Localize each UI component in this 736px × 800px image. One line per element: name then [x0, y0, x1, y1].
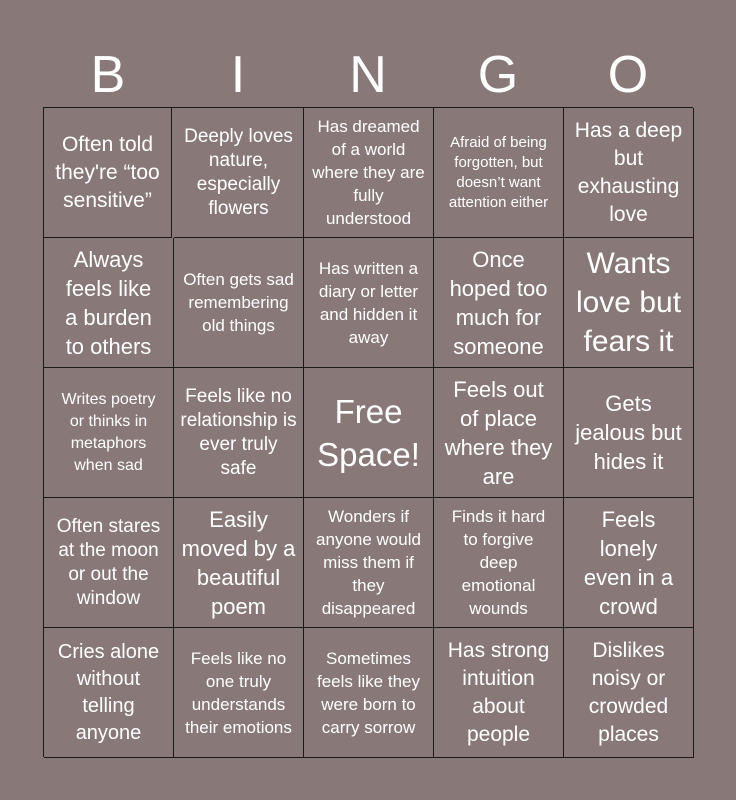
bingo-cell[interactable]	[434, 628, 564, 758]
bingo-cell[interactable]	[44, 498, 174, 628]
header-letter-g: G	[477, 46, 519, 104]
bingo-cell[interactable]	[564, 368, 694, 498]
bingo-cell[interactable]	[174, 498, 304, 628]
bingo-cell[interactable]	[434, 498, 564, 628]
bingo-cell-label: Has strong intuition about people	[447, 638, 550, 746]
bingo-cell-label: Feels lonely even in a crowd	[583, 506, 674, 619]
bingo-cell-label: Feels like no one truly understands their emotions	[185, 648, 292, 737]
bingo-cell-label: Has dreamed of a world where they are fully understood	[312, 117, 425, 228]
bingo-cell-label: Dislikes noisy or crowded places	[588, 638, 669, 746]
bingo-card	[43, 107, 693, 757]
bingo-cell-label: Cries alone without telling anyone	[57, 640, 160, 744]
bingo-cell-label: Often stares at the moon or out the window	[56, 515, 161, 609]
bingo-cell-label: Has written a diary or letter and hidden it away	[318, 258, 419, 347]
header-letter-o: O	[607, 46, 649, 104]
bingo-cell-label: Wants love but fears it	[575, 247, 682, 358]
bingo-cell-label: Free Space!	[317, 392, 420, 473]
bingo-cell-label: Feels like no relationship is ever truly safe	[180, 385, 297, 479]
bingo-cell-label: Gets jealous but hides it	[575, 391, 682, 474]
bingo-cell[interactable]	[304, 108, 434, 238]
bingo-cell[interactable]	[304, 238, 434, 368]
bingo-cell-label: Has a deep but exhausting love	[574, 118, 683, 226]
bingo-cell-label: Finds it hard to forgive deep emotional wounds	[451, 507, 546, 618]
bingo-cell-label: Sometimes feels like they were born to carry sorrow	[317, 648, 420, 737]
bingo-cell-label: Writes poetry or thinks in metaphors when sad	[61, 390, 156, 474]
bingo-cell-label: Easily moved by a beautiful poem	[181, 506, 296, 619]
bingo-cell[interactable]	[174, 238, 304, 368]
bingo-cell[interactable]	[44, 628, 174, 758]
bingo-cell[interactable]	[304, 498, 434, 628]
bingo-cell-label: Deeply loves nature, especially flowers	[184, 125, 293, 219]
bingo-cell-label: Wonders if anyone would miss them if they disappeared	[316, 507, 421, 618]
bingo-cell[interactable]	[44, 108, 172, 238]
bingo-cell[interactable]	[174, 108, 304, 238]
bingo-header	[43, 42, 693, 108]
bingo-cell[interactable]	[304, 628, 434, 758]
bingo-cell[interactable]	[174, 628, 304, 758]
bingo-cell[interactable]	[434, 368, 564, 498]
bingo-cell-label: Often told they're “too sensitive”	[55, 132, 160, 212]
bingo-cell-label: Always feels like a burden to others	[65, 246, 152, 359]
bingo-cell[interactable]	[564, 108, 694, 238]
bingo-cell-label: Often gets sad remembering old things	[183, 270, 294, 335]
bingo-cell-label: Feels out of place where they are	[444, 376, 553, 489]
bingo-cell[interactable]	[564, 628, 694, 758]
bingo-cell[interactable]	[564, 238, 694, 368]
bingo-cell[interactable]	[44, 368, 174, 498]
free-space-cell[interactable]	[304, 368, 434, 498]
bingo-cell[interactable]	[564, 498, 694, 628]
header-letter-n: N	[349, 46, 387, 104]
header-letter-b: B	[90, 46, 126, 104]
bingo-cell-label: Once hoped too much for someone	[449, 246, 548, 359]
bingo-cell[interactable]	[434, 238, 564, 368]
bingo-cell-label: Afraid of being forgotten, but doesn’t want attention either	[448, 133, 549, 211]
bingo-cell[interactable]	[174, 368, 304, 498]
bingo-cell[interactable]	[434, 108, 564, 238]
bingo-cell[interactable]	[44, 238, 174, 368]
header-letter-i: I	[230, 46, 246, 104]
